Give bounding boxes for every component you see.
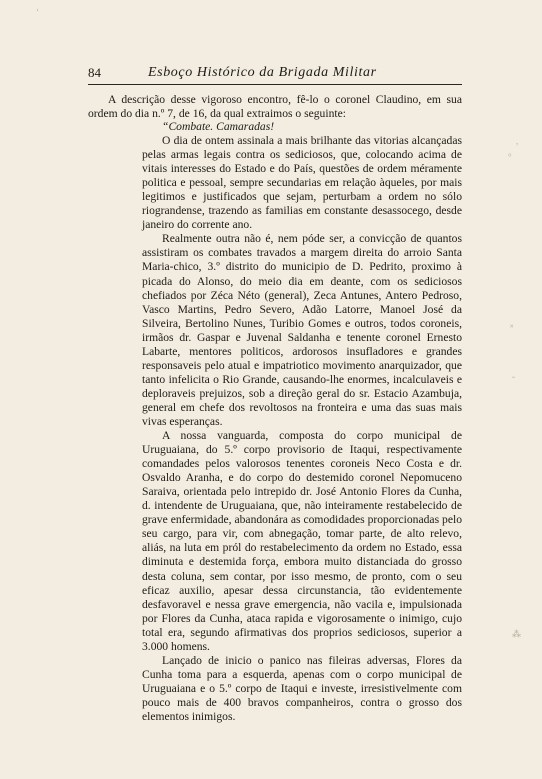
- running-title: Esboço Histórico da Brigada Militar: [148, 65, 377, 80]
- quote-paragraph-4: Lançado de inicio o panico nas fileiras adversas, Flores da Cunha toma para a esquerda, apenas com o corpo municipal de Uruguaiana e o 5.º corpo de Itaqui e investe, irresistivelmente com pouco mais de 400 bravos companheiros, contra o grosso dos elementos inimigos.: [142, 653, 462, 723]
- intro-text: A descrição desse vigoroso encontro, fê-lo o coronel Claudino, em sua ordem do dia n.º 7, de 16, da qual extraimos o seguinte:: [88, 93, 462, 120]
- quote-salutation: “Combate. Camaradas!: [162, 120, 275, 133]
- paper-speck: ʻ: [36, 7, 39, 17]
- paper-speck: ˇ: [512, 375, 515, 385]
- paper-speck: °: [508, 152, 512, 162]
- quote-paragraph-3: A nossa vanguarda, composta do corpo municipal de Uruguaiana, do 5.º corpo provisorio de Itaqui, respectivamente comandades pelos valorosos tenentes coroneis Neco Costa e dr. Osvaldo Aranha, e do corpo do destemido coronel Nepomuceno Saraiva, orientada pelo intrepido dr. José Antonio Flores da Cunha, d. intendente de Uruguaiana, que, não inteiramente restabelecido de grave enfermidade, abandonára as comodidades proporcionadas pelo seu cargo, para vir, com abnegação, tomar parte, de alto relevo, aliás, na luta em pról do restabelecimento da ordem no Estado, essa diminuta e destemida força, embora muito distanciada do grosso desta coluna, sem contar, por isso mesmo, de pronto, com o seu eficaz auxilio, apesar dessa circunstancia, tão evidentemente desfavoravel e nessa grave emergencia, não vacila e, impulsionada por Flores da Cunha, ataca rapida e vigorosamente o inimigo, cujo total era, segundo afirmativas dos proprios sediciosos, superior a 3.000 homens.: [142, 429, 462, 653]
- page-header: [88, 64, 462, 85]
- quote-paragraph-2: Realmente outra não é, nem póde ser, a convicção de quantos assistiram os combates travados a margem direita do arroio Santa Maria-chico, 3.º distrito do municipio de D. Pedrito, proximo à picada do Alonso, do meio dia em deante, com os sediciosos chefiados por Zéca Néto (general), Zeca Antunes, Antero Pedroso, Vasco Martins, Pedro Severo, Adão Latorre, Manoel José da Silveira, Bertolino Nunes, Turibio Gomes e outros, todos coroneis, irmãos dr. Gaspar e Juvenal Saldanha e tenente coronel Ernesto Labarte, mentores politicos, ardorosos insufladores e grandes responsaveis pelo atual e impatriotico movimento anarquizador, que tanto infelicita o Rio Grande, causando-lhe enormes, incalculaveis e deploraveis prejuizos, sob a direção geral do sr. Estacio Azambuja, general em chefe dos revoltosos na fronteira e uma das suas mais vivas esperanças.: [142, 232, 462, 428]
- intro-paragraph: [88, 93, 462, 121]
- paper-speck: ⁂: [512, 629, 521, 639]
- paper-speck: ˟: [510, 323, 514, 333]
- quoted-order: [142, 120, 462, 724]
- quote-paragraph-1: O dia de ontem assinala a mais brilhante das vitorias alcançadas pelas armas legais contra os sediciosos, que, colocando acima de vitais interesses do Estado e do País, questões de ordem méramente politica e pessoal, sempre secundarias em relação àqueles, por mais legitimos e justificados que sejam, perturbam a ordem no sólo riograndense, trazendo as familias em constante desassocego, desde janeiro do corrente ano.: [142, 134, 462, 232]
- paper-speck: ,: [516, 136, 519, 146]
- page-number: 84: [88, 65, 101, 80]
